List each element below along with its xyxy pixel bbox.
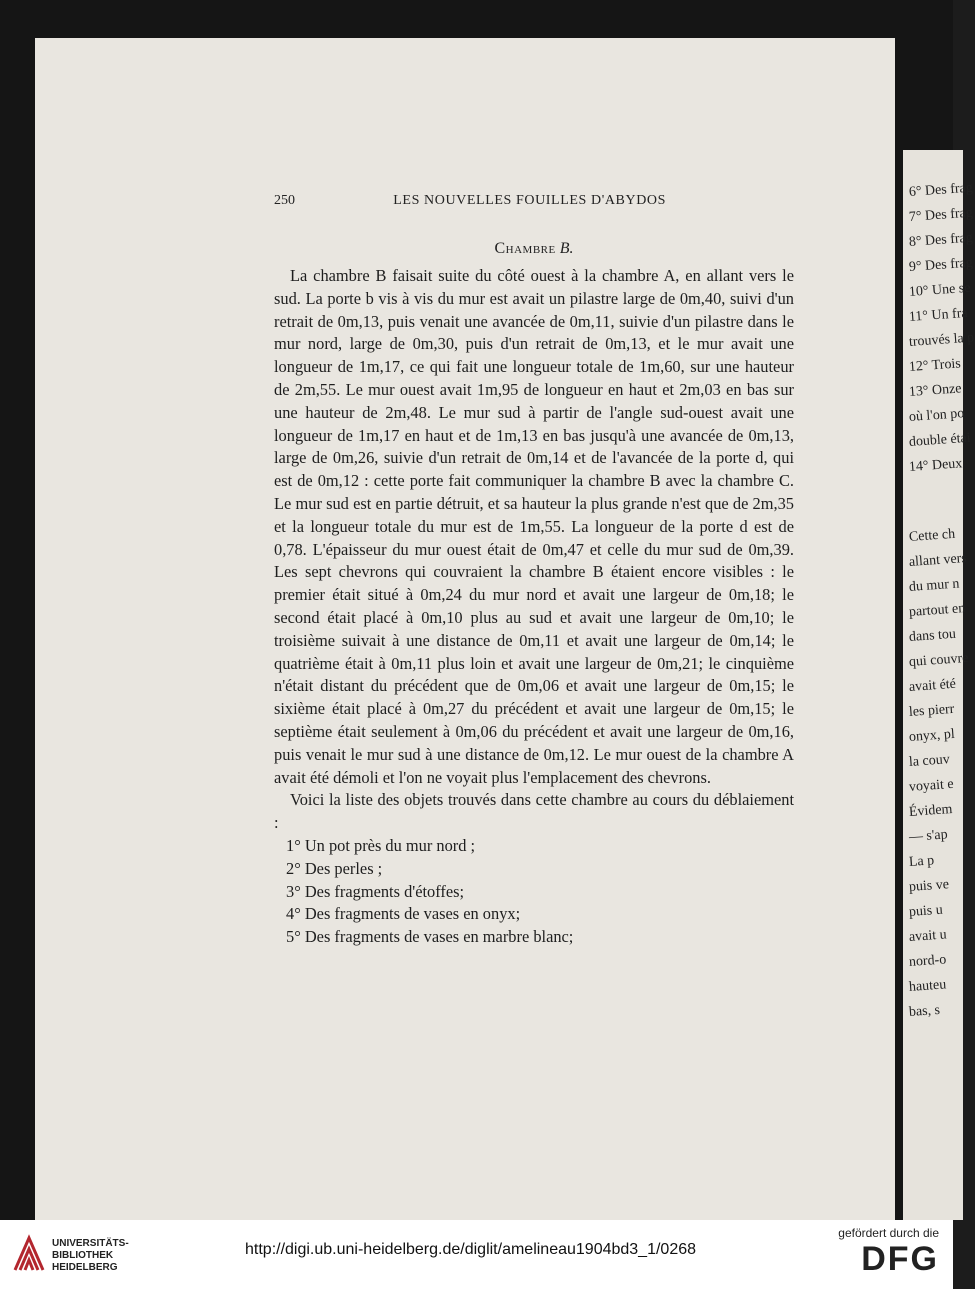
next-page-fragment: dans tou [908, 626, 957, 645]
next-page-fragment: du mur n [908, 576, 960, 595]
list-item: 1° Un pot près du mur nord ; [286, 835, 476, 855]
section-title-letter: B. [559, 240, 574, 257]
next-page-fragment: hauteu [908, 977, 947, 995]
viewer-footer [0, 1220, 953, 1289]
list-item: 3° Des fragments d'étoffes; [286, 881, 465, 901]
dfg-logo [838, 1226, 939, 1278]
next-page-fragment: 8° Des frag [908, 230, 974, 250]
next-page-fragment: La p [908, 853, 935, 870]
next-page-fragment: 6° Des frag [908, 180, 974, 200]
next-page-fragment: avait été [908, 676, 957, 695]
library-name-line3: HEIDELBERG [52, 1262, 118, 1273]
next-page-fragment: trouvés la p [908, 330, 975, 350]
section-title-word: Chambre [494, 240, 556, 257]
paragraph: La chambre B faisait suite du côté ouest à la chambre A, en allant vers le sud. La porte b vis à vis du mur est avait un pilastre large de 0m,40, suivi d'un retrait de 0m,13, puis venait une avancée de 0m,11, suivie d'un pilastre dans le mur nord, large de 0m,30, puis d'un retrait de 0m,13, et le mur avait une longueur de 1m,17, ce qui fait une longueur totale de 1m,60, sur une hauteur de 2m,55. Le mur ouest avait 1m,95 de longueur en haut et 2m,03 en bas sur une hauteur de 2m,48. Le mur sud à partir de l'angle sud-ouest avait une longueur de 1m,17 en haut et de 1m,13 en bas jusqu'à une avancée de 0m,13, large de 0m,26, suivie d'un retrait de 0m,14 et de l'avancée de la porte d, qui est de 0m,12 : cette porte fait communiquer la chambre B avec la chambre C. Le mur sud est en partie détruit, et sa hauteur la plus grande n'est que de 2m,35 et la longueur totale du mur est de 1m,55. La longueur de la porte d est de 0,78. L'épaisseur du mur ouest était de 0m,47 et celle du mur sud de 0m,39. Les sept chevrons qui couvraient la chambre B étaient encore visibles : le premier était situé à 0m,24 du mur nord et avait une largeur de 0m,18; le second était placé à 0m,10 plus au sud et avait une largeur de 0m,10; le troisième suivait à une distance de 0m,11 et avait une largeur de 0m,14; le quatrième était à 0m,11 plus loin et avait une largeur de 0m,21; le cinquième n'était distant du précédent que de 0m,06 et avait une largeur de 0m,15; le sixième était placé à 0m,27 du précédent et avait une largeur de 0m,15; le septième était seulement à 0m,06 du précédent et avait une largeur de 0m,16, puis venait le mur sud à une distance de 0m,12. Le mur ouest de la chambre A avait été démoli et l'on ne voyait plus l'emplacement des chevrons. [274, 266, 794, 787]
next-page-fragment: puis u [908, 902, 944, 920]
page-number: 250 [274, 193, 295, 208]
next-page-fragment: partout en [908, 601, 966, 620]
section-title [274, 240, 794, 258]
next-page-fragment: 7° Des frag [908, 205, 974, 225]
university-library-logo [12, 1230, 142, 1280]
next-page-fragment: double étai [908, 430, 972, 450]
dfg-wordmark: DFG [861, 1240, 939, 1278]
next-page-fragment: 14° Deux [908, 456, 963, 475]
next-page-edge [903, 150, 975, 1220]
next-page-fragment: la couv [908, 752, 951, 770]
next-page-fragment: 11° Un fra [908, 305, 969, 325]
running-head [274, 193, 666, 215]
library-emblem-icon [12, 1234, 46, 1274]
next-page-fragment: 10° Une se [908, 280, 971, 300]
next-page-fragment: puis ve [908, 877, 950, 895]
next-page-fragment: bas, s [908, 1002, 941, 1020]
next-page-fragment: allant vers [908, 550, 968, 570]
next-page-fragment: avait u [908, 927, 948, 945]
library-name-line1: UNIVERSITÄTS- [52, 1238, 129, 1249]
next-page-fragment: Cette ch [908, 526, 956, 545]
next-page-fragment: 13° Onze [908, 381, 963, 400]
paragraph: Voici la liste des objets trouvés dans cette chambre au cours du déblaiement : [274, 790, 794, 833]
body-text [274, 265, 794, 949]
next-page-fragment: — s'ap [908, 827, 949, 845]
list-item: 4° Des fragments de vases en onyx; [286, 904, 521, 924]
next-page-fragment: onyx, pl [908, 726, 956, 745]
permalink-url[interactable]: http://digi.ub.uni-heidelberg.de/diglit/amelineau1904bd3_1/0268 [245, 1241, 697, 1258]
list-item: 5° Des fragments de vases en marbre blanc; [286, 927, 574, 947]
running-title: LES NOUVELLES FOUILLES D'ABYDOS [393, 193, 666, 208]
next-page-fragment: 12° Trois [908, 356, 962, 375]
next-page-fragment: où l'on po [908, 406, 965, 425]
next-page-fragment: voyait e [908, 776, 955, 795]
funded-by-text: gefördert durch die [838, 1226, 939, 1240]
list-item: 2° Des perles ; [286, 858, 383, 878]
object-list [274, 835, 794, 949]
next-page-fragment: les pierr [908, 701, 955, 720]
next-page-fragment: 9° Des frag [908, 255, 974, 275]
library-name-line2: BIBLIOTHEK [52, 1250, 114, 1261]
next-page-fragment: nord-o [908, 952, 947, 970]
next-page-fragment: qui couvre [908, 650, 969, 670]
next-page-fragment: Évidem [908, 801, 953, 820]
